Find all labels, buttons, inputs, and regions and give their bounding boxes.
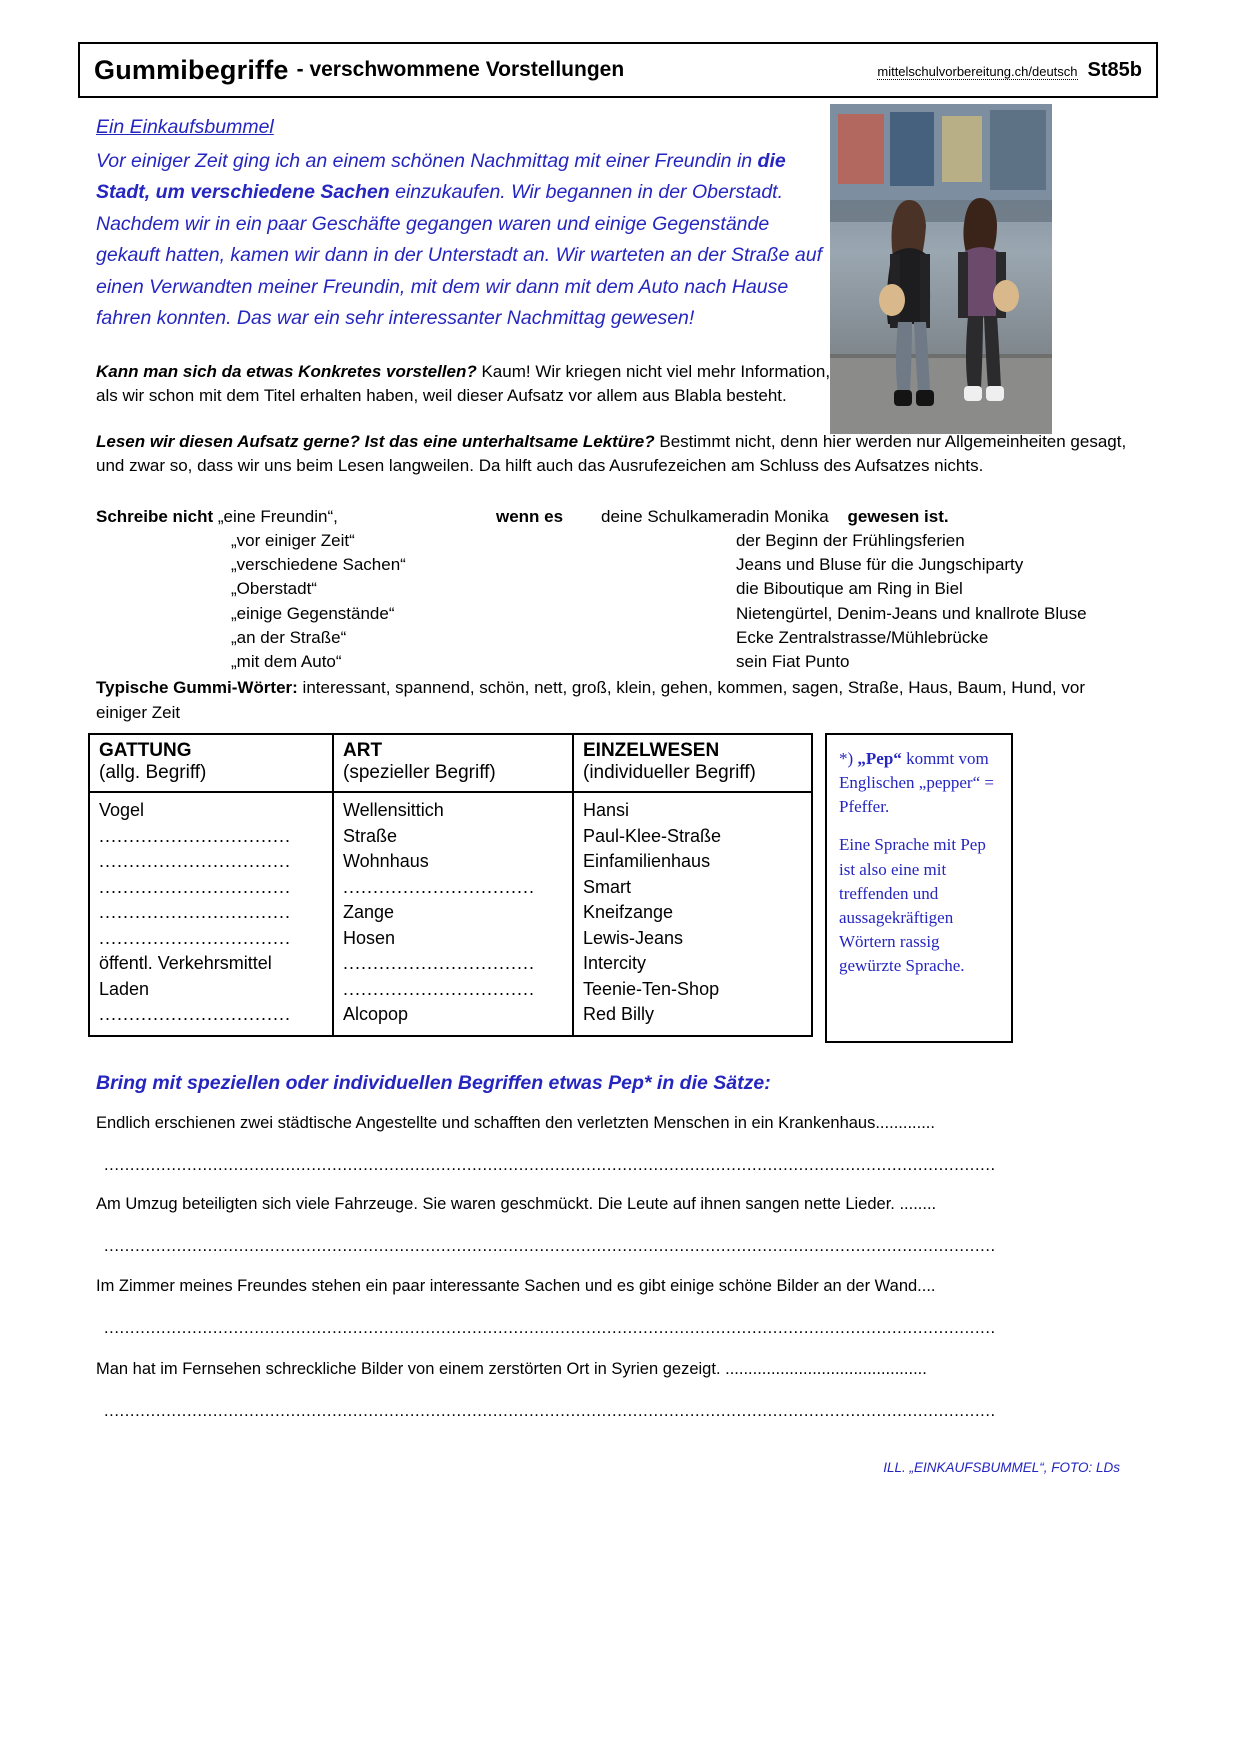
schreibe-lead	[96, 505, 496, 529]
cell-art-0: Wellensittich	[343, 800, 444, 820]
schreibe-right-4: Nietengürtel, Denim-Jeans und knallrote Bluse	[736, 603, 1087, 623]
source-url-link[interactable]: mittelschulvorbereitung.ch/deutsch	[877, 63, 1078, 79]
schreibe-row-0	[96, 505, 1096, 529]
cell-art-2: Wohnhaus	[343, 851, 429, 872]
photo-shopping-women	[830, 104, 1052, 434]
cell-gattung-7: Laden	[99, 978, 150, 999]
cell-art-4: Zange	[343, 902, 395, 923]
typische-label: Typische Gummi-Wörter:	[96, 678, 298, 697]
schreibe-wenn-es: wenn es	[496, 507, 564, 526]
exercise-3-answer-line[interactable]: ............................................................................................................................................................................	[104, 1318, 996, 1337]
exercise-1-answer-line[interactable]: ............................................................................................................................................................................	[104, 1155, 996, 1174]
cell-gattung-5[interactable]: ................................	[99, 927, 292, 948]
cell-gattung-2[interactable]: ................................	[99, 851, 292, 872]
exercise-1-sentence: Endlich erschienen zwei städtische Angestellte und schafften den verletzten Menschen in ein Krankenhaus.............	[96, 1114, 935, 1132]
exercise-item-4	[96, 1358, 1056, 1424]
cell-einzelwesen-0: Hansi	[583, 800, 630, 820]
cell-einzelwesen-1: Paul-Klee-Straße	[583, 825, 722, 846]
page-title: Gummibegriffe	[94, 54, 289, 85]
schreibe-row-6	[96, 650, 1096, 674]
cell-art-3[interactable]: ................................	[343, 876, 536, 897]
header-gattung-sub: (allg. Begriff)	[99, 762, 207, 783]
cell-einzelwesen-7: Teenie-Ten-Shop	[583, 978, 720, 999]
cell-art-8: Alcopop	[343, 1004, 409, 1025]
schreibe-row-4	[96, 602, 1096, 626]
schreibe-right-6: sein Fiat Punto	[736, 651, 850, 671]
cell-einzelwesen-8: Red Billy	[583, 1004, 655, 1025]
table-header-gattung	[90, 735, 334, 791]
table-column-art	[334, 793, 574, 1035]
header-art-title: ART	[343, 740, 383, 761]
story-title: Ein Einkaufsbummel	[96, 116, 274, 138]
pep-paragraph-1	[839, 747, 999, 819]
cell-art-5: Hosen	[343, 927, 396, 948]
typische-text: interessant, spannend, schön, nett, groß, klein, gehen, kommen, sagen, Straße, Haus, Baum, Hund, vor einiger Zeit	[96, 678, 1085, 722]
cell-art-6[interactable]: ................................	[343, 953, 536, 974]
cell-gattung-8[interactable]: ................................	[99, 1004, 292, 1025]
schreibe-left-5: „an der Straße“	[231, 627, 347, 647]
cell-gattung-4[interactable]: ................................	[99, 902, 292, 923]
typische-gummi-woerter	[96, 676, 1096, 725]
schreibe-right-1: der Beginn der Frühlingsferien	[736, 531, 965, 551]
paragraph-lektuere	[96, 430, 1156, 479]
story-part-1: Vor einiger Zeit ging ich an einem schönen Nachmittag mit einer Freundin in	[96, 149, 753, 172]
story-text	[96, 112, 826, 335]
paragraph-2-lead: Lesen wir diesen Aufsatz gerne? Ist das eine unterhaltsame Lektüre?	[96, 432, 655, 451]
cell-gattung-3[interactable]: ................................	[99, 876, 292, 897]
header-gattung-title: GATTUNG	[99, 740, 192, 761]
schreibe-left-3: „Oberstadt“	[231, 579, 317, 599]
table-column-gattung	[90, 793, 334, 1035]
exercise-4-answer-line[interactable]: ............................................................................................................................................................................	[104, 1401, 996, 1420]
paragraph-1-text: Kaum! Wir kriegen nicht viel mehr Information, als wir schon mit dem Titel erhalten haben, weil dieser Aufsatz vor allem aus Blabla besteht.	[96, 362, 831, 406]
bring-heading: Bring mit speziellen oder individuellen Begriffen etwas Pep* in die Sätze:	[96, 1072, 771, 1094]
exercise-item-1	[96, 1112, 1056, 1178]
cell-einzelwesen-5: Lewis-Jeans	[583, 927, 684, 948]
schreibe-right-0-bold: gewesen ist.	[847, 507, 949, 526]
table-header-art	[334, 735, 574, 791]
cell-art-1: Straße	[343, 825, 398, 846]
schreibe-left-6: „mit dem Auto“	[231, 651, 342, 671]
schreibe-left-2: „verschiedene Sachen“	[231, 555, 406, 575]
paragraph-1-lead: Kann man sich da etwas Konkretes vorstellen?	[96, 362, 477, 381]
pep-definition: kommt vom Englischen „pepper“ = Pfeffer.	[839, 749, 994, 817]
footer-credit: ILL. „EINKAUFSBUMMEL“, FOTO: LDs	[883, 1460, 1120, 1475]
story-part-2-bold: die Stadt, um verschiedene Sachen	[96, 149, 786, 204]
schreibe-row-5	[96, 626, 1096, 650]
pep-paragraph-2: Eine Sprache mit Pep ist also eine mit treffenden und aussagekräftigen Wörtern rassig gewürzte Sprache.	[839, 835, 986, 975]
schreibe-nicht-block	[96, 505, 1096, 674]
paragraph-konkretes	[96, 360, 856, 409]
table-body	[90, 793, 811, 1035]
header-einzelwesen-sub: (individueller Begriff)	[583, 762, 756, 783]
pep-word: „Pep“	[857, 749, 902, 768]
schreibe-right-3: die Biboutique am Ring in Biel	[736, 579, 963, 599]
page-subtitle: - verschwommene Vorstellungen	[296, 58, 625, 81]
schreibe-lead-bold: Schreibe nicht	[96, 507, 214, 526]
schreibe-right-5: Ecke Zentralstrasse/Mühlebrücke	[736, 627, 989, 647]
worksheet-code: St85b	[1087, 58, 1142, 81]
pep-note-box	[825, 733, 1013, 1043]
table-header-row	[90, 735, 811, 793]
schreibe-right-0	[601, 505, 1096, 529]
exercise-2-answer-line[interactable]: ............................................................................................................................................................................	[104, 1236, 996, 1255]
exercise-3-sentence: Im Zimmer meines Freundes stehen ein paar interessante Sachen und es gibt einige schöne Bilder an der Wand....	[96, 1277, 936, 1295]
schreibe-row-1	[96, 529, 1096, 553]
story-part-3: einzukaufen. Wir begannen in der Oberstadt. Nachdem wir in ein paar Geschäfte gegangen waren und einige Gegenstände gekauft hatten, kamen wir dann in der Unterstadt an. Wir warteten an der Straße auf einen Verwandten meiner Freundin, mit dem wir dann mit dem Auto nach Hause fahren konnten. Das war ein sehr interessanter Nachmittag gewesen!	[96, 181, 823, 330]
cell-einzelwesen-2: Einfamilienhaus	[583, 851, 711, 872]
cell-einzelwesen-6: Intercity	[583, 953, 647, 974]
begriffe-table	[88, 733, 813, 1037]
schreibe-left-4: „einige Gegenstände“	[231, 603, 395, 623]
cell-gattung-0: Vogel	[99, 800, 145, 820]
table-column-einzelwesen	[574, 793, 811, 1035]
schreibe-left-1: „vor einiger Zeit“	[231, 531, 355, 551]
schreibe-row-2	[96, 553, 1096, 577]
schreibe-right-2: Jeans und Bluse für die Jungschiparty	[736, 555, 1024, 575]
header-art-sub: (spezieller Begriff)	[343, 762, 496, 783]
cell-gattung-1[interactable]: ................................	[99, 825, 292, 846]
paragraph-2-text: Bestimmt nicht, denn hier werden nur Allgemeinheiten gesagt, und zwar so, dass wir uns beim Lesen langweilen. Da hilft auch das Ausrufezeichen am Schluss des Aufsatzes nichts.	[96, 432, 1127, 476]
cell-art-7[interactable]: ................................	[343, 978, 536, 999]
exercise-4-sentence: Man hat im Fernsehen schreckliche Bilder von einem zerstörten Ort in Syrien gezeigt. ............................................	[96, 1360, 927, 1378]
photo-illustration	[830, 104, 1052, 434]
schreibe-lead-rest: „eine Freundin“,	[213, 507, 338, 526]
table-header-einzelwesen	[574, 735, 811, 791]
exercise-item-3	[96, 1275, 1056, 1341]
header-einzelwesen-title: EINZELWESEN	[583, 740, 720, 761]
schreibe-right-0-text: deine Schulkameradin Monika	[601, 507, 829, 526]
cell-einzelwesen-3: Smart	[583, 876, 632, 897]
pep-marker: *)	[839, 749, 858, 768]
cell-einzelwesen-4: Kneifzange	[583, 902, 674, 923]
schreibe-row-3	[96, 577, 1096, 601]
exercise-2-sentence: Am Umzug beteiligten sich viele Fahrzeuge. Sie waren geschmückt. Die Leute auf ihnen sangen nette Lieder. ........	[96, 1195, 937, 1213]
header-right	[877, 59, 1142, 82]
cell-gattung-6: öffentl. Verkehrsmittel	[99, 953, 272, 974]
exercise-item-2	[96, 1193, 1056, 1259]
header-box	[78, 42, 1158, 98]
